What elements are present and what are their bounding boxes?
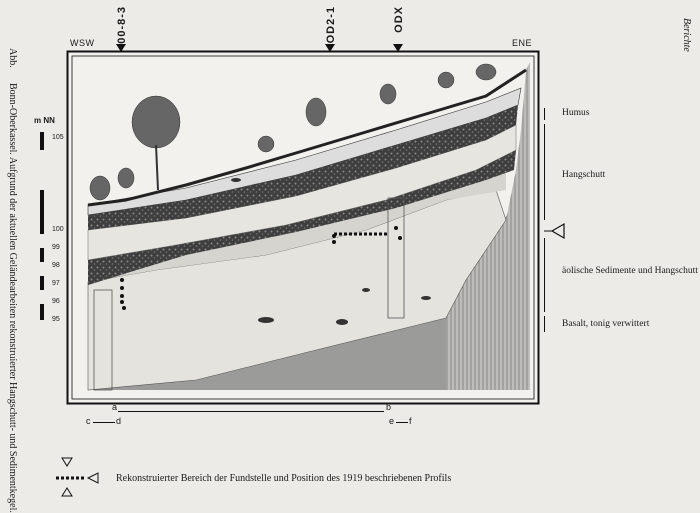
section-line-cd [93, 422, 115, 423]
profile-marker-3: ODX [393, 6, 409, 54]
caption-text: Bonn-Oberkassel. Aufgrund der aktuellen Geländearbeiten rekonstruierter Hangschutt- und Sedimentkegel. [7, 82, 18, 513]
legend-symbol [56, 456, 104, 498]
layer-label-humus: Humus [562, 108, 590, 118]
section-label-c: c [86, 416, 91, 426]
scale-tick: 97 [52, 280, 60, 287]
direction-east: ENE [512, 38, 533, 48]
height-scale [30, 112, 70, 332]
section-line-ab [118, 411, 384, 412]
section-label-e: e [389, 416, 395, 426]
section-label-f: f [409, 416, 412, 426]
layer-label-aeolian: äolische Sedimente und Hangschutt [562, 266, 698, 276]
section-label-b: b [386, 402, 392, 412]
scale-tick: 95 [52, 316, 60, 323]
section-line-ef [396, 422, 408, 423]
scale-tick: 99 [52, 244, 60, 251]
scale-tick: 100 [52, 226, 64, 233]
caption-prefix: Abb. [7, 48, 18, 68]
scale-tick: 105 [52, 134, 64, 141]
stratigraphic-profile [66, 50, 540, 405]
figure-caption [6, 48, 18, 513]
running-header: Berichte [681, 18, 692, 52]
section-label-d: d [116, 416, 122, 426]
layer-label-hangschutt: Hangschutt [562, 170, 606, 180]
legend-text: Rekonstruierter Bereich der Fundstelle und Position des 1919 beschriebenen Profils [116, 473, 452, 484]
direction-west: WSW [70, 38, 95, 48]
scale-unit: m NN [34, 116, 55, 125]
layer-label-basalt: Basalt, tonig verwittert [562, 319, 650, 329]
section-label-a: a [112, 402, 118, 412]
profile-marker-1: 00-8-3 [116, 6, 132, 54]
profile-marker-2: OD2-1 [325, 6, 341, 54]
scale-tick: 98 [52, 262, 60, 269]
scale-tick: 96 [52, 298, 60, 305]
